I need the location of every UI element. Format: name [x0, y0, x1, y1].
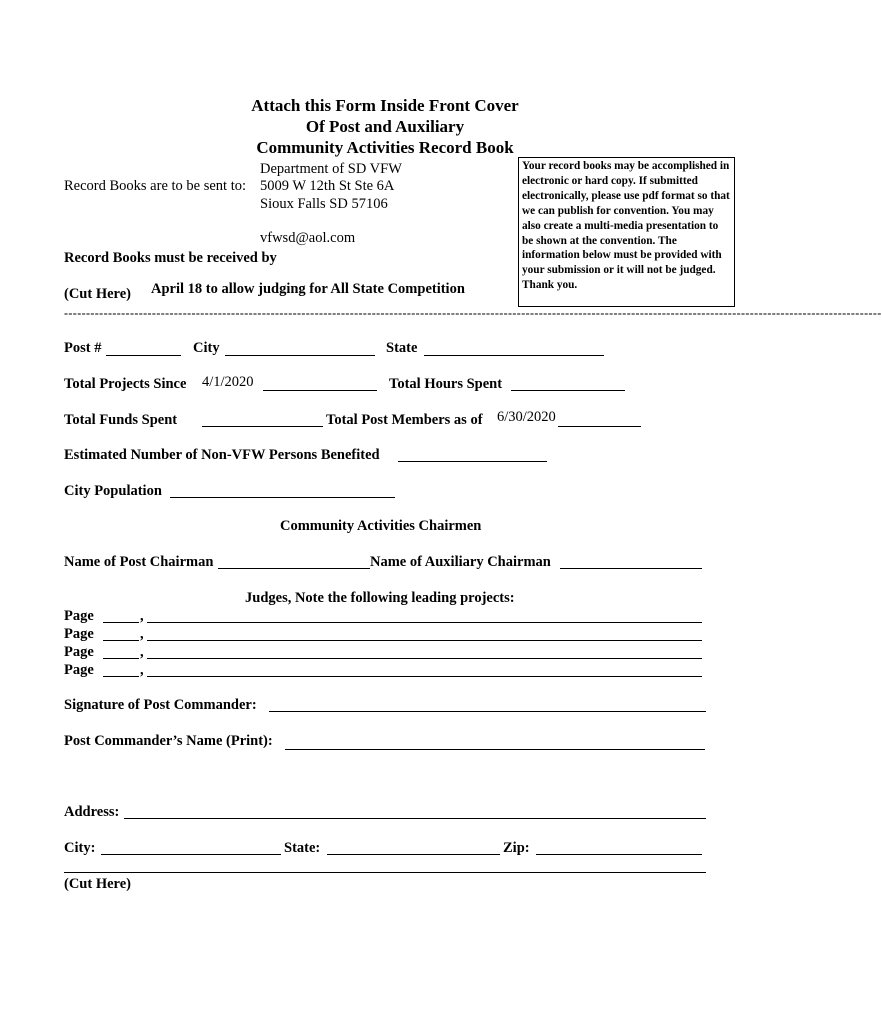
- signature-label: Signature of Post Commander:: [64, 697, 257, 713]
- state-field[interactable]: [424, 355, 604, 356]
- total-members-field[interactable]: [558, 426, 641, 427]
- total-projects-date: 4/1/2020: [202, 374, 254, 390]
- zip-label: Zip:: [503, 840, 530, 856]
- address-line-1: Department of SD VFW: [260, 161, 402, 177]
- commander-name-field[interactable]: [285, 749, 705, 750]
- commander-name-label: Post Commander’s Name (Print):: [64, 733, 273, 749]
- address-line-3: Sioux Falls SD 57106: [260, 196, 388, 212]
- zip-field[interactable]: [536, 854, 702, 855]
- comma: ,: [140, 626, 144, 642]
- sig-state-label: State:: [284, 840, 321, 856]
- aux-chairman-label: Name of Auxiliary Chairman: [370, 554, 551, 570]
- page-label: Page: [64, 644, 94, 660]
- sig-city-field[interactable]: [101, 854, 281, 855]
- signature-field[interactable]: [269, 711, 706, 712]
- address-field[interactable]: [124, 818, 706, 819]
- title-line-1: Attach this Form Inside Front Cover: [251, 96, 519, 115]
- project-field[interactable]: [147, 622, 702, 623]
- email-address: vfwsd@aol.com: [260, 230, 356, 246]
- address-label: Address:: [64, 804, 120, 820]
- page-label: Page: [64, 662, 94, 678]
- total-projects-field[interactable]: [263, 390, 377, 391]
- page-number-field[interactable]: [103, 622, 139, 623]
- total-members-date: 6/30/2020: [497, 409, 556, 425]
- sig-city-label: City:: [64, 840, 96, 856]
- title-line-3: Community Activities Record Book: [256, 138, 514, 157]
- total-projects-label: Total Projects Since: [64, 376, 187, 392]
- comma: ,: [140, 644, 144, 660]
- sent-to-label: Record Books are to be sent to:: [64, 178, 247, 194]
- comma: ,: [140, 608, 144, 624]
- cut-here-top: (Cut Here): [64, 286, 131, 302]
- page-number-field[interactable]: [103, 640, 139, 641]
- deadline-date: April 18 to allow judging for All State Competition: [151, 281, 465, 297]
- non-vfw-label: Estimated Number of Non-VFW Persons Benefited: [64, 447, 380, 463]
- judges-heading: Judges, Note the following leading projects:: [245, 590, 515, 606]
- project-field[interactable]: [147, 640, 702, 641]
- city-population-label: City Population: [64, 483, 162, 499]
- state-label: State: [386, 340, 418, 356]
- received-by-label: Record Books must be received by: [64, 250, 277, 266]
- title-line-2: Of Post and Auxiliary: [305, 117, 465, 136]
- total-funds-field[interactable]: [202, 426, 323, 427]
- total-members-label: Total Post Members as of: [326, 412, 483, 428]
- city-field[interactable]: [225, 355, 375, 356]
- post-number-field[interactable]: [106, 355, 181, 356]
- post-chairman-field[interactable]: [218, 568, 370, 569]
- comma: ,: [140, 662, 144, 678]
- chairmen-heading: Community Activities Chairmen: [280, 518, 482, 534]
- post-chairman-label: Name of Post Chairman: [64, 554, 214, 570]
- non-vfw-field[interactable]: [398, 461, 547, 462]
- cut-line: ------------------------------------------------------------------------------------------------------------------------------------------------------------------------------------------: [64, 306, 882, 320]
- address-line-2: 5009 W 12th St Ste 6A: [260, 178, 395, 194]
- post-number-label: Post #: [64, 340, 102, 356]
- city-population-field[interactable]: [170, 497, 395, 498]
- sig-state-field[interactable]: [327, 854, 500, 855]
- submission-notice: Your record books may be accomplished in electronic or hard copy. If submitted electronically, please use pdf format so that we can publish for convention. You may also create a multi-media presentation to be shown at the convention. The information below must be provided with your submission or it will not be judged. Thank you.: [518, 157, 735, 307]
- cut-here-bottom: (Cut Here): [64, 876, 131, 892]
- total-funds-label: Total Funds Spent: [64, 412, 178, 428]
- project-field[interactable]: [147, 676, 702, 677]
- bottom-cut-line: [64, 872, 706, 873]
- page-label: Page: [64, 608, 94, 624]
- project-field[interactable]: [147, 658, 702, 659]
- aux-chairman-field[interactable]: [560, 568, 702, 569]
- total-hours-field[interactable]: [511, 390, 625, 391]
- page-number-field[interactable]: [103, 676, 139, 677]
- page-label: Page: [64, 626, 94, 642]
- city-label: City: [193, 340, 220, 356]
- page-number-field[interactable]: [103, 658, 139, 659]
- total-hours-label: Total Hours Spent: [389, 376, 503, 392]
